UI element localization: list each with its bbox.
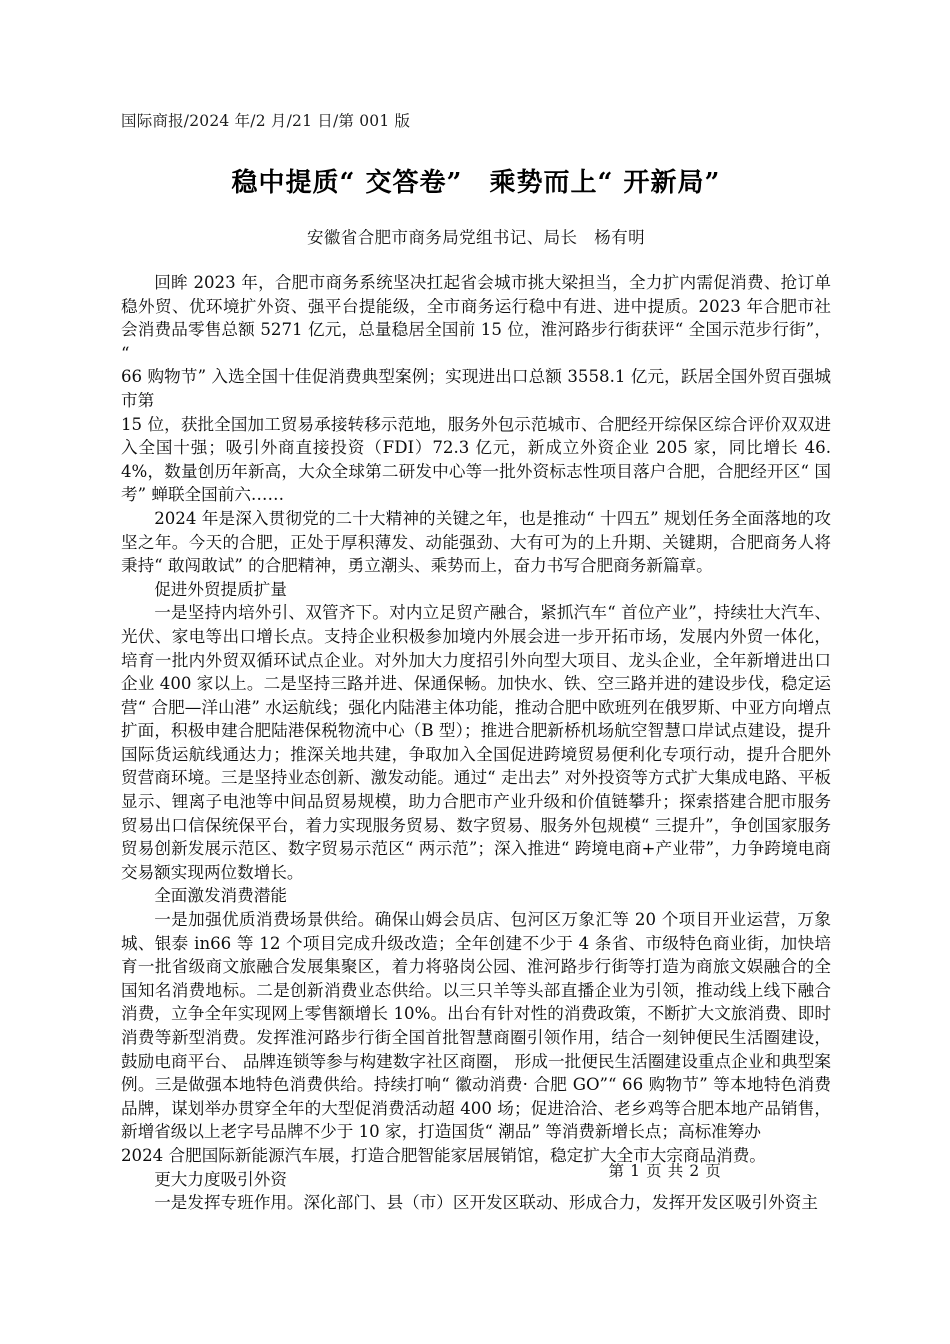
section-heading: 促进外贸提质扩量 bbox=[154, 579, 287, 599]
source-publication-line: 国际商报/2024 年/2 月/21 日/第 001 版 bbox=[121, 112, 411, 130]
paragraph: 2024 合肥国际新能源汽车展，打造合肥智能家居展销馆，稳定扩大全市大宗商品消费。 bbox=[121, 1145, 766, 1165]
page-footer bbox=[0, 1160, 950, 1182]
paragraph: 一是发挥专班作用。深化部门、县（市）区开发区联动、形成合力，发挥开发区吸引外资主 bbox=[154, 1193, 818, 1213]
paragraph: 66 购物节” 入选全国十佳促消费典型案例；实现进出口总额 3558.1 亿元，跃居全国外贸百强城市第 bbox=[121, 367, 831, 410]
paragraph: 一是坚持内培外引、双管齐下。对内立足贸产融合，紧抓汽车“ 首位产业”，持续壮大汽车、光伏、家电等出口增长点。支持企业积极参加境内外展会进一步开拓市场，发展内外贸一体化，培育一批内外贸双循环试点企业。对外加大力度招引外向型大项目、龙头企业，全年新增进出口企业 400 家以上。二是坚持三路并进、保通保畅。加快水、铁、空三路并进的建设步伐，稳定运营“ 合肥—洋山港” 水运航线；强化内陆港主体功能，推动合肥中欧班列在俄罗斯、中亚方向增点扩面，积极申建合肥陆港保税物流中心（B 型）；推进合肥新桥机场航空智慧口岸试点建设，提升国际货运航线通达力；推深关地共建，争取加入全国促进跨境贸易便利化专项行动，提升合肥外贸营商环境。三是坚持业态创新、激发动能。通过“ 走出去” 对外投资等方式扩大集成电路、平板显示、锂离子电池等中间品贸易规模，助力合肥市产业升级和价值链攀升；探索搭建合肥市服务贸易出口信保统保平台，着力实现服务贸易、数字贸易、服务外包规模“ 三提升”，争创国家服务贸易创新发展示范区、数字贸易示范区“ 两示范”；深入推进“ 跨境电商+产业带”，力争跨境电商交易额实现两位数增长。 bbox=[121, 603, 831, 882]
paragraph: 回眸 2023 年，合肥市商务系统坚决扛起省会城市挑大梁担当，全力扩内需促消费、抢订单稳外贸、优环境扩外资、强平台提能级，全市商务运行稳中有进、进中提质。2023 年合肥市社会消费品零售总额 5271 亿元，总量稳居全国前 15 位，淮河路步行街获评“ 全国示范步行街”，“ bbox=[121, 273, 831, 363]
article-body bbox=[121, 271, 831, 1215]
page-number-label: 第 1 页 共 2 页 bbox=[608, 1162, 722, 1180]
paragraph: 2024 年是深入贯彻党的二十大精神的关键之年，也是推动“ 十四五” 规划任务全面落地的攻坚之年。今天的合肥，正处于厚积薄发、动能强劲、大有可为的上升期、关键期，合肥商务人将秉持“ 敢闯敢试” 的合肥精神，勇立潮头、乘势而上，奋力书写合肥商务新篇章。 bbox=[121, 508, 831, 576]
author-byline: 安徽省合肥市商务局党组书记、局长 杨有明 bbox=[307, 228, 645, 247]
section-heading: 更大力度吸引外资 bbox=[154, 1169, 287, 1189]
paragraph: 一是加强优质消费场景供给。确保山姆会员店、包河区万象汇等 20 个项目开业运营，万象城、银泰 in66 等 12 个项目完成升级改造；全年创建不少于 4 条省、市级特色商业街，加快培育一批省级商文旅融合发展集聚区，着力将骆岗公园、淮河路步行街等打造为商旅文娱融合的全国知名消费地标。二是创新消费业态供给。以三只羊等头部直播企业为引领，推动线上线下融合消费，立争全年实现网上零售额增长 10%。出台有针对性的消费政策，不断扩大文旅消费、即时消费等新型消费。发挥淮河路步行街全国首批智慧商圈引领作用，结合一刻钟便民生活圈建设，鼓励电商平台、 品牌连锁等参与构建数字社区商圈， 形成一批便民生活圈建设重点企业和典型案例。三是做强本地特色消费供给。持续打响“ 徽动消费· 合肥 GO”“ 66 购物节” 等本地特色消费品牌，谋划举办贯穿全年的大型促消费活动超 400 场；促进洽洽、老乡鸡等合肥本地产品销售，新增省级以上老字号品牌不少于 10 家，打造国货“ 潮品” 等消费新增长点；高标准筹办 bbox=[121, 910, 831, 1142]
section-heading: 全面激发消费潜能 bbox=[154, 886, 287, 906]
paragraph: 15 位，获批全国加工贸易承接转移示范地，服务外包示范城市、合肥经开综保区综合评价双双进入全国十强；吸引外商直接投资（FDI）72.3 亿元，新成立外资企业 205 家，同比增长 46.4%，数量创历年新高，大众全球第二研发中心等一批外资标志性项目落户合肥，合肥经开区“ 国考” 蝉联全国前六…… bbox=[121, 414, 831, 505]
document-content bbox=[121, 0, 831, 1215]
page-title: 稳中提质“ 交答卷” 乘势而上“ 开新局” bbox=[231, 168, 721, 198]
